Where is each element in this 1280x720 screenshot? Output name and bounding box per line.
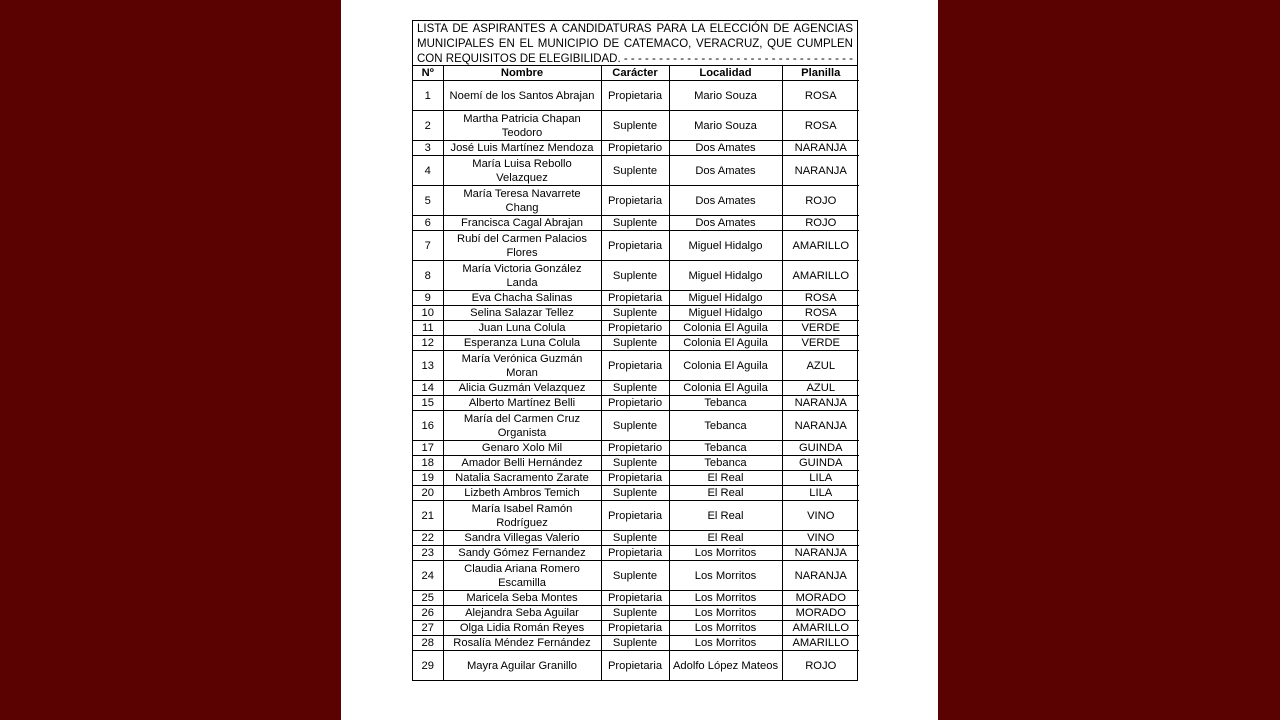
cell-character: Suplente: [601, 411, 669, 441]
cell-name: Noemí de los Santos Abrajan: [443, 81, 601, 111]
cell-locality: Los Morritos: [669, 591, 782, 606]
cell-character: Propietaria: [601, 81, 669, 111]
cell-locality: Mario Souza: [669, 111, 782, 141]
cell-slate: VINO: [782, 501, 859, 531]
cell-number: 9: [413, 291, 443, 306]
cell-slate: GUINDA: [782, 456, 859, 471]
cell-slate: NARANJA: [782, 396, 859, 411]
cell-name: Alberto Martínez Belli: [443, 396, 601, 411]
table-row: [413, 621, 859, 636]
cell-character: Suplente: [601, 216, 669, 231]
cell-character: Suplente: [601, 261, 669, 291]
candidate-list: [412, 20, 858, 681]
cell-character: Propietaria: [601, 291, 669, 306]
cell-locality: Tebanca: [669, 441, 782, 456]
cell-slate: LILA: [782, 486, 859, 501]
cell-name: Alicia Guzmán Velazquez: [443, 381, 601, 396]
cell-locality: Miguel Hidalgo: [669, 306, 782, 321]
cell-slate: VERDE: [782, 336, 859, 351]
table-row: [413, 321, 859, 336]
cell-number: 7: [413, 231, 443, 261]
cell-number: 16: [413, 411, 443, 441]
cell-number: 1: [413, 81, 443, 111]
cell-number: 11: [413, 321, 443, 336]
cell-locality: Los Morritos: [669, 546, 782, 561]
cell-number: 10: [413, 306, 443, 321]
cell-name: Sandy Gómez Fernandez: [443, 546, 601, 561]
table-header-row: [413, 66, 859, 81]
table-row: [413, 486, 859, 501]
table-row: [413, 531, 859, 546]
cell-slate: AMARILLO: [782, 636, 859, 651]
cell-name: Rosalía Méndez Fernández: [443, 636, 601, 651]
table-row: [413, 411, 859, 441]
table-row: [413, 501, 859, 531]
cell-slate: GUINDA: [782, 441, 859, 456]
cell-number: 25: [413, 591, 443, 606]
cell-slate: ROSA: [782, 306, 859, 321]
cell-character: Propietaria: [601, 351, 669, 381]
cell-slate: AMARILLO: [782, 231, 859, 261]
cell-character: Propietaria: [601, 231, 669, 261]
cell-name: María Teresa Navarrete Chang: [443, 186, 601, 216]
cell-slate: LILA: [782, 471, 859, 486]
cell-number: 28: [413, 636, 443, 651]
table-row: [413, 306, 859, 321]
cell-name: Selina Salazar Tellez: [443, 306, 601, 321]
cell-locality: El Real: [669, 501, 782, 531]
cell-number: 14: [413, 381, 443, 396]
cell-locality: Tebanca: [669, 456, 782, 471]
cell-locality: Dos Amates: [669, 141, 782, 156]
cell-locality: Colonia El Aguila: [669, 336, 782, 351]
cell-character: Suplente: [601, 561, 669, 591]
cell-number: 4: [413, 156, 443, 186]
col-header-name: Nombre: [443, 66, 601, 81]
cell-character: Propietario: [601, 141, 669, 156]
cell-locality: Miguel Hidalgo: [669, 291, 782, 306]
cell-locality: Los Morritos: [669, 606, 782, 621]
cell-slate: ROSA: [782, 291, 859, 306]
table-row: [413, 231, 859, 261]
cell-character: Suplente: [601, 111, 669, 141]
cell-name: Francisca Cagal Abrajan: [443, 216, 601, 231]
cell-name: Olga Lidia Román Reyes: [443, 621, 601, 636]
cell-locality: Mario Souza: [669, 81, 782, 111]
cell-character: Propietario: [601, 321, 669, 336]
table-row: [413, 156, 859, 186]
cell-number: 29: [413, 651, 443, 681]
cell-number: 12: [413, 336, 443, 351]
cell-locality: El Real: [669, 471, 782, 486]
table-row: [413, 141, 859, 156]
cell-locality: Adolfo López Mateos: [669, 651, 782, 681]
table-row: [413, 351, 859, 381]
cell-name: Rubí del Carmen Palacios Flores: [443, 231, 601, 261]
cell-locality: Miguel Hidalgo: [669, 261, 782, 291]
table-row: [413, 456, 859, 471]
table-row: [413, 441, 859, 456]
document-heading: LISTA DE ASPIRANTES A CANDIDATURAS PARA LA ELECCIÓN DE AGENCIAS MUNICIPALES EN EL MUNICIPIO DE CATEMACO, VERACRUZ, QUE CUMPLEN CON REQUISITOS DE ELEGIBILIDAD. - - - - - - - - - - - - - - - - - - - - - - - - - - - - - - - - -: [413, 21, 857, 66]
cell-character: Propietaria: [601, 621, 669, 636]
cell-character: Suplente: [601, 306, 669, 321]
cell-slate: NARANJA: [782, 156, 859, 186]
cell-slate: AZUL: [782, 351, 859, 381]
cell-name: Maricela Seba Montes: [443, 591, 601, 606]
table-row: [413, 561, 859, 591]
col-header-locality: Localidad: [669, 66, 782, 81]
cell-number: 19: [413, 471, 443, 486]
cell-locality: Los Morritos: [669, 561, 782, 591]
cell-slate: AMARILLO: [782, 261, 859, 291]
table-row: [413, 471, 859, 486]
cell-name: María Isabel Ramón Rodríguez: [443, 501, 601, 531]
table-row: [413, 336, 859, 351]
cell-name: José Luis Martínez Mendoza: [443, 141, 601, 156]
cell-name: Mayra Aguilar Granillo: [443, 651, 601, 681]
cell-slate: MORADO: [782, 591, 859, 606]
cell-locality: Los Morritos: [669, 621, 782, 636]
cell-character: Propietaria: [601, 501, 669, 531]
cell-locality: Dos Amates: [669, 216, 782, 231]
cell-slate: NARANJA: [782, 561, 859, 591]
cell-number: 2: [413, 111, 443, 141]
table-row: [413, 651, 859, 681]
cell-character: Suplente: [601, 456, 669, 471]
cell-locality: Tebanca: [669, 411, 782, 441]
cell-locality: Miguel Hidalgo: [669, 231, 782, 261]
cell-locality: El Real: [669, 531, 782, 546]
cell-name: Juan Luna Colula: [443, 321, 601, 336]
cell-character: Propietaria: [601, 591, 669, 606]
cell-character: Suplente: [601, 531, 669, 546]
cell-name: María del Carmen Cruz Organista: [443, 411, 601, 441]
cell-name: María Luisa Rebollo Velazquez: [443, 156, 601, 186]
cell-slate: AZUL: [782, 381, 859, 396]
cell-number: 5: [413, 186, 443, 216]
cell-name: María Victoria González Landa: [443, 261, 601, 291]
document-page: [341, 0, 938, 720]
cell-slate: NARANJA: [782, 141, 859, 156]
cell-number: 22: [413, 531, 443, 546]
cell-locality: Los Morritos: [669, 636, 782, 651]
cell-number: 27: [413, 621, 443, 636]
col-header-character: Carácter: [601, 66, 669, 81]
cell-name: Eva Chacha Salinas: [443, 291, 601, 306]
cell-number: 23: [413, 546, 443, 561]
cell-number: 3: [413, 141, 443, 156]
cell-slate: ROJO: [782, 186, 859, 216]
cell-name: Amador Belli Hernández: [443, 456, 601, 471]
cell-character: Suplente: [601, 636, 669, 651]
cell-name: Martha Patricia Chapan Teodoro: [443, 111, 601, 141]
cell-number: 8: [413, 261, 443, 291]
col-header-number: Nº: [413, 66, 443, 81]
cell-name: Lizbeth Ambros Temich: [443, 486, 601, 501]
cell-locality: El Real: [669, 486, 782, 501]
cell-character: Propietaria: [601, 186, 669, 216]
cell-slate: VINO: [782, 531, 859, 546]
cell-character: Suplente: [601, 381, 669, 396]
cell-name: Genaro Xolo Mil: [443, 441, 601, 456]
cell-character: Suplente: [601, 486, 669, 501]
candidates-table: [413, 66, 859, 680]
table-row: [413, 636, 859, 651]
table-row: [413, 381, 859, 396]
cell-slate: AMARILLO: [782, 621, 859, 636]
table-row: [413, 186, 859, 216]
cell-slate: ROJO: [782, 216, 859, 231]
cell-locality: Dos Amates: [669, 186, 782, 216]
cell-name: Alejandra Seba Aguilar: [443, 606, 601, 621]
cell-slate: NARANJA: [782, 546, 859, 561]
cell-character: Suplente: [601, 606, 669, 621]
cell-locality: Colonia El Aguila: [669, 321, 782, 336]
cell-number: 15: [413, 396, 443, 411]
table-row: [413, 216, 859, 231]
cell-number: 24: [413, 561, 443, 591]
cell-locality: Colonia El Aguila: [669, 381, 782, 396]
table-row: [413, 591, 859, 606]
cell-number: 18: [413, 456, 443, 471]
table-row: [413, 396, 859, 411]
cell-number: 13: [413, 351, 443, 381]
cell-slate: NARANJA: [782, 411, 859, 441]
cell-locality: Dos Amates: [669, 156, 782, 186]
table-row: [413, 111, 859, 141]
cell-character: Suplente: [601, 156, 669, 186]
cell-slate: ROSA: [782, 81, 859, 111]
table-row: [413, 546, 859, 561]
cell-name: Sandra Villegas Valerio: [443, 531, 601, 546]
cell-locality: Tebanca: [669, 396, 782, 411]
cell-character: Propietaria: [601, 471, 669, 486]
cell-slate: MORADO: [782, 606, 859, 621]
cell-name: María Verónica Guzmán Moran: [443, 351, 601, 381]
cell-number: 6: [413, 216, 443, 231]
cell-character: Suplente: [601, 336, 669, 351]
table-row: [413, 291, 859, 306]
cell-name: Claudia Ariana Romero Escamilla: [443, 561, 601, 591]
cell-name: Esperanza Luna Colula: [443, 336, 601, 351]
cell-number: 17: [413, 441, 443, 456]
cell-locality: Colonia El Aguila: [669, 351, 782, 381]
cell-character: Propietario: [601, 441, 669, 456]
cell-number: 26: [413, 606, 443, 621]
col-header-slate: Planilla: [782, 66, 859, 81]
cell-character: Propietaria: [601, 651, 669, 681]
cell-slate: ROJO: [782, 651, 859, 681]
table-row: [413, 81, 859, 111]
cell-slate: ROSA: [782, 111, 859, 141]
cell-character: Propietaria: [601, 546, 669, 561]
cell-number: 20: [413, 486, 443, 501]
cell-name: Natalia Sacramento Zarate: [443, 471, 601, 486]
cell-slate: VERDE: [782, 321, 859, 336]
table-row: [413, 606, 859, 621]
table-row: [413, 261, 859, 291]
cell-number: 21: [413, 501, 443, 531]
cell-character: Propietario: [601, 396, 669, 411]
